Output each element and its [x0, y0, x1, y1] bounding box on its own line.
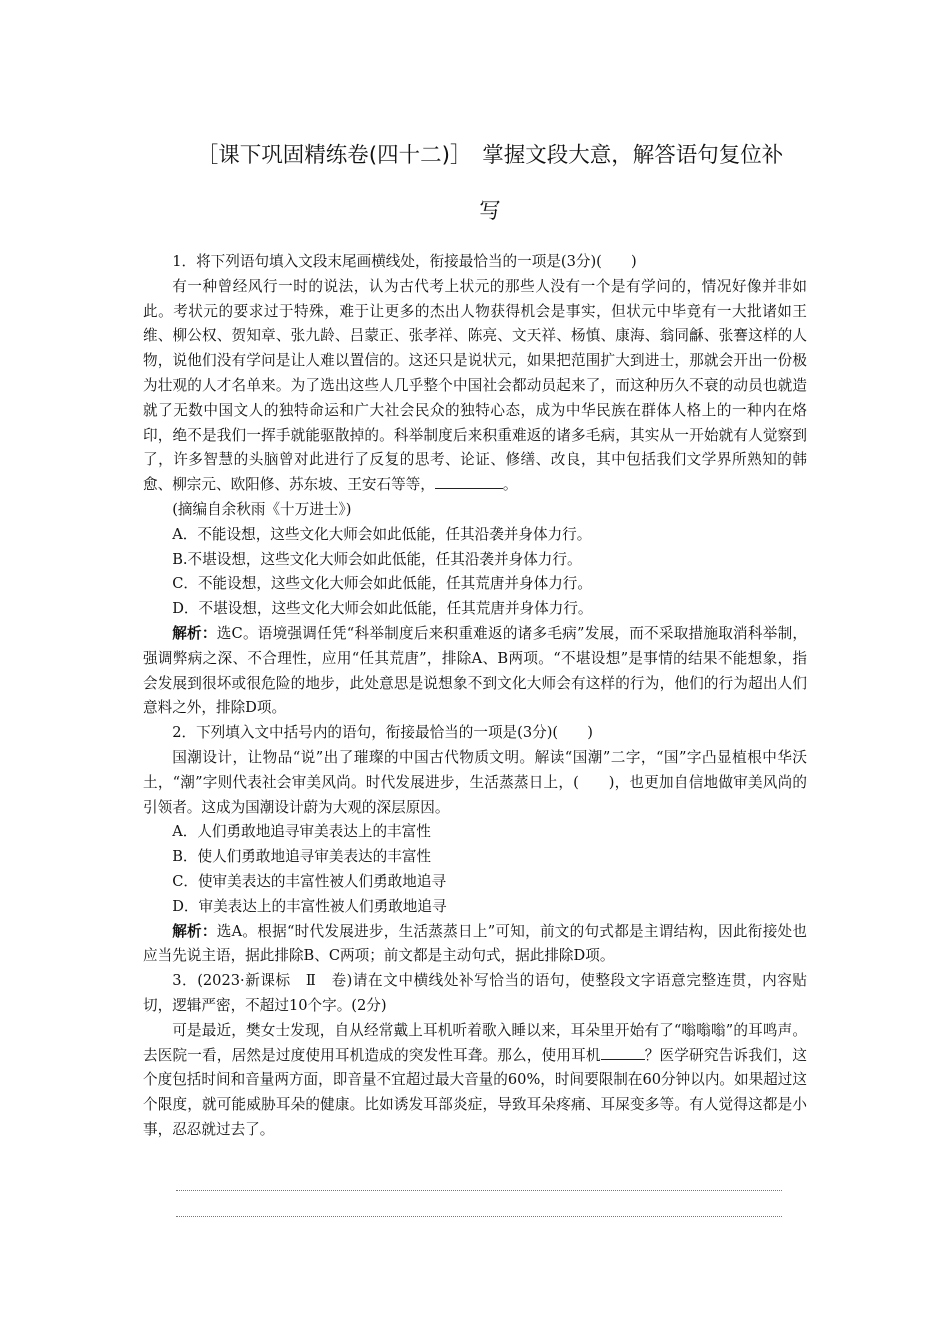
question-1-analysis-text: 选C。语境强调任凭“科举制度后来积重难返的诸多毛病”发展，而不采取措施取消科举制，强调弊病之深、不合理性，应用“任其荒唐”，排除A、B两项。“不堪设想”是事情的结果不能想象，指会发展到很坏或很危险的地步，此处意思是说想象不到文化大师会有这样的行为，他们的行为超出人们意料之外，排除D项。 — [143, 624, 807, 717]
question-2-option-c: C．使审美表达的丰富性被人们勇敢地追寻 — [172, 872, 447, 890]
question-1-passage-text: 有一种曾经风行一时的说法，认为古代考上状元的那些人没有一个是有学问的，情况好像并非如此。考状元的要求过于特殊，难于让更多的杰出人物获得机会是事实，但状元中毕竟有一大批诸如王维、柳公权、贺知章、张九龄、吕蒙正、张孝祥、陈亮、文天祥、杨慎、康海、翁同龢、张謇这样的人物，说他们没有学问是让人难以置信的。这还只是说状元，如果把范围扩大到进士，那就会开出一份极为壮观的人才名单来。为了选出这些人几乎整个中国社会都动员起来了，而这种历久不衰的动员也就造就了无数中国文人的独特命运和广大社会民众的独特心态，成为中华民族在群体人格上的一种内在烙印，绝不是我们一挥手就能驱散掉的。科举制度后来积重难返的诸多毛病，其实从一开始就有人觉察到了，许多智慧的头脑曾对此进行了反复的思考、论证、修缮、改良，其中包括我们文学界所熟知的韩愈、柳宗元、欧阳修、苏东坡、王安石等等， — [143, 277, 807, 494]
question-1-passage-end: 。 — [502, 476, 518, 494]
question-3-passage-rest: ？医学研究告诉我们，这个度包括时间和音量两方面，即音量不宜超过最大音量的60%，时间要限制在60分钟以内。如果超过这个限度，就可能威胁耳朵的健康。比如诱发耳部炎症，导致耳朵疼痛、耳屎变多等。有人觉得这都是小事，忍忍就过去了。 — [143, 1046, 807, 1138]
analysis-label: 解析： — [172, 922, 217, 940]
question-1-analysis — [143, 622, 807, 721]
title-line-1: ［课下巩固精练卷(四十二)］ 掌握文段大意，解答语句复位补 — [196, 143, 784, 168]
question-3-passage-text: 可是最近，樊女士发现，自从经常戴上耳机听着歌入睡以来，耳朵里开始有了“嗡嗡嗡”的耳鸣声。去医院一看，居然是过度使用耳机造成的突发性耳聋。那么，使用耳机 — [143, 1021, 807, 1064]
answer-blank — [435, 474, 503, 489]
answer-blank — [601, 1045, 645, 1060]
question-1-option-b: B.不堪设想，这些文化大师会如此低能，任其沿袭并身体力行。 — [172, 550, 582, 568]
question-3-stem: 3．(2023·新课标 Ⅱ 卷)请在文中横线处补写恰当的语句，使整段文字语意完整连贯，内容贴切，逻辑严密，不超过10个字。(2分) — [143, 972, 807, 1014]
question-2-analysis-text: 选A。根据“时代发展进步，生活蒸蒸日上”可知，前文的句式都是主谓结构，因此衔接处也应当先说主语，据此排除B、C两项；前文都是主动句式，据此排除D项。 — [143, 922, 807, 965]
title-line-2: 写 — [479, 199, 501, 224]
question-1-option-d: D．不堪设想，这些文化大师会如此低能，任其荒唐并身体力行。 — [172, 600, 593, 618]
question-1-stem: 1．将下列语句填入文段末尾画横线处，衔接最恰当的一项是(3分)( ) — [172, 253, 637, 270]
question-2-option-d: D．审美表达上的丰富性被人们勇敢地追寻 — [172, 897, 447, 915]
question-2-option-b: B．使人们勇敢地追寻审美表达的丰富性 — [172, 848, 432, 866]
question-1-option-c: C．不能设想，这些文化大师会如此低能，任其荒唐并身体力行。 — [172, 575, 592, 593]
question-1-option-a: A．不能设想，这些文化大师会如此低能，任其沿袭并身体力行。 — [172, 525, 592, 543]
question-2-passage: 国潮设计，让物品“说”出了璀璨的中国古代物质文明。解读“国潮”二字，“国”字凸显植根中华沃土，“潮”字则代表社会审美风尚。时代发展进步，生活蒸蒸日上，( )，也更加自信地做审美风尚的引领者。这成为国潮设计蔚为大观的深层原因。 — [143, 748, 807, 816]
page-title — [140, 128, 840, 240]
question-2-analysis — [143, 920, 807, 970]
document-body — [143, 250, 807, 1143]
question-2-option-a: A．人们勇敢地追寻审美表达上的丰富性 — [172, 823, 431, 841]
answer-line — [176, 1216, 782, 1217]
answer-line — [176, 1190, 782, 1191]
analysis-label: 解析： — [172, 624, 217, 642]
question-1-source: (摘编自余秋雨《十万进士》) — [172, 500, 352, 518]
question-2-stem: 2．下列填入文中括号内的语句，衔接最恰当的一项是(3分)( ) — [172, 724, 593, 742]
question-1-passage — [143, 275, 807, 498]
question-3-passage — [143, 1019, 807, 1143]
